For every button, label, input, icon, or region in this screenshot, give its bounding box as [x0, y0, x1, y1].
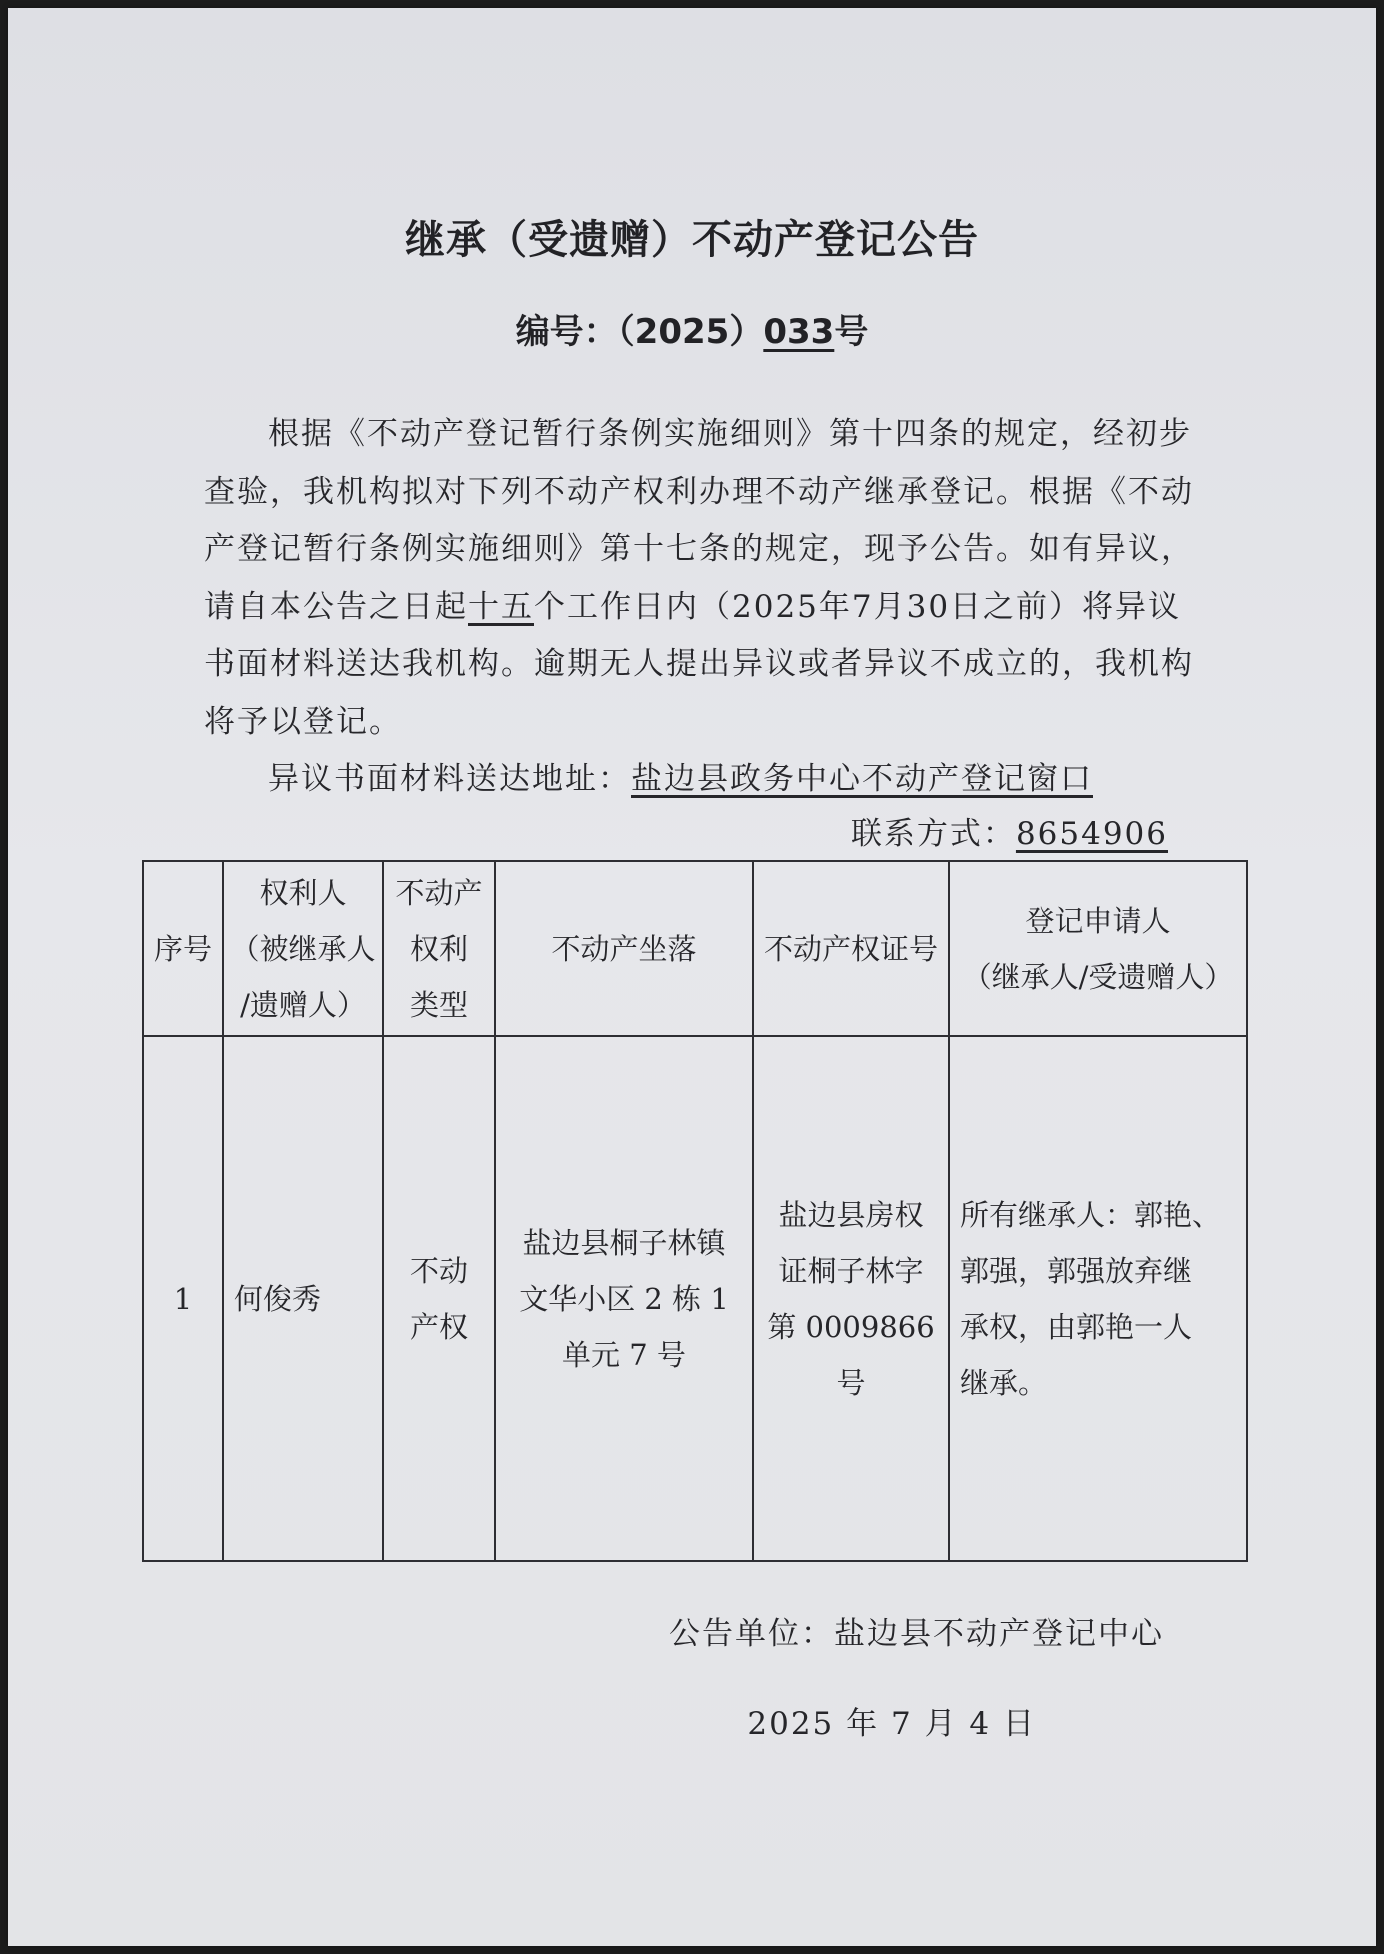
- header-location: 不动产坐落: [495, 861, 753, 1036]
- address-line: [204, 751, 1194, 809]
- cell-holder: 何俊秀: [223, 1036, 383, 1561]
- notice-title: 继承（受遗赠）不动产登记公告: [405, 217, 979, 263]
- issue-date: 2025 年 7 月 4 日: [747, 1706, 1036, 1742]
- cell-location: [495, 1036, 753, 1561]
- header-holder-line: （被继承人: [230, 931, 376, 966]
- address-value: 盐边县政务中心不动产登记窗口: [631, 761, 1093, 797]
- issuing-unit: 公告单位：盐边县不动产登记中心: [669, 1616, 1164, 1652]
- cell-applicant-line: 承权，由郭艳一人: [960, 1309, 1193, 1344]
- cell-right-type: [383, 1036, 495, 1561]
- address-label: 异议书面材料送达地址：: [268, 761, 631, 797]
- notice-number-prefix: 编号：（2025）: [515, 312, 764, 352]
- contact-line: [851, 808, 1168, 853]
- notice-body: [204, 406, 1194, 809]
- cell-location-line: 单元 7 号: [562, 1337, 686, 1372]
- cell-applicant-line: 所有继承人：郭艳、: [960, 1197, 1222, 1232]
- cell-cert-line: 号: [836, 1365, 866, 1400]
- cell-applicant: [949, 1036, 1247, 1561]
- table-header-row: [143, 861, 1247, 1036]
- cell-type-line: 产权: [409, 1309, 468, 1344]
- paragraph-text: 根据《不动产登记暂行条例实施细则》第十四条的规定，经初步查验，我机构拟对下列不动产权利办理不动产继承登记。根据《不动产登记暂行条例实施细则》第十七条的规定，现予公告。如有异议，请自本公告之日起: [204, 416, 1194, 625]
- header-type-line: 类型: [409, 987, 468, 1022]
- cell-cert-line: 证桐子林字: [778, 1253, 924, 1288]
- header-holder-line: /遗赠人）: [240, 987, 366, 1022]
- header-cert: 不动产权证号: [753, 861, 949, 1036]
- cell-applicant-line: 郭强，郭强放弃继: [960, 1253, 1193, 1288]
- header-seq: 序号: [143, 861, 223, 1036]
- contact-label: 联系方式：: [850, 816, 1016, 852]
- cell-cert-line: 第 0009866: [767, 1309, 935, 1344]
- header-holder: [223, 861, 383, 1036]
- notice-number-suffix: 号: [834, 312, 869, 352]
- header-type-line: 不动产: [395, 875, 483, 910]
- notice-paragraph: [204, 406, 1194, 751]
- header-applicant: [949, 861, 1247, 1036]
- paragraph-tail: 个工作日内（2025年7月30日之前）将异议书面材料送达我机构。逾期无人提出异议或者异议不成立的，我机构将予以登记。: [204, 588, 1194, 740]
- registration-table: [142, 860, 1248, 1562]
- header-right-type: [383, 861, 495, 1036]
- cell-type-line: 不动: [409, 1253, 468, 1288]
- notice-number: [8, 304, 1376, 353]
- contact-value: 8654906: [1015, 816, 1168, 852]
- cell-location-line: 文华小区 2 栋 1: [519, 1281, 729, 1316]
- notice-number-value: 033: [763, 312, 835, 352]
- cell-cert: [753, 1036, 949, 1561]
- cell-applicant-line: 继承。: [960, 1365, 1048, 1400]
- cell-seq: 1: [143, 1036, 223, 1561]
- header-holder-line: 权利人: [259, 875, 347, 910]
- deadline-days: 十五: [468, 588, 534, 625]
- notice-paper: [8, 8, 1376, 1946]
- header-type-line: 权利: [409, 931, 468, 966]
- header-applicant-line: 登记申请人: [1025, 903, 1171, 938]
- cell-location-line: 盐边县桐子林镇: [522, 1225, 726, 1260]
- cell-cert-line: 盐边县房权: [778, 1197, 924, 1232]
- table-row: [143, 1036, 1247, 1561]
- header-applicant-line: （继承人/受遗赠人）: [962, 959, 1234, 994]
